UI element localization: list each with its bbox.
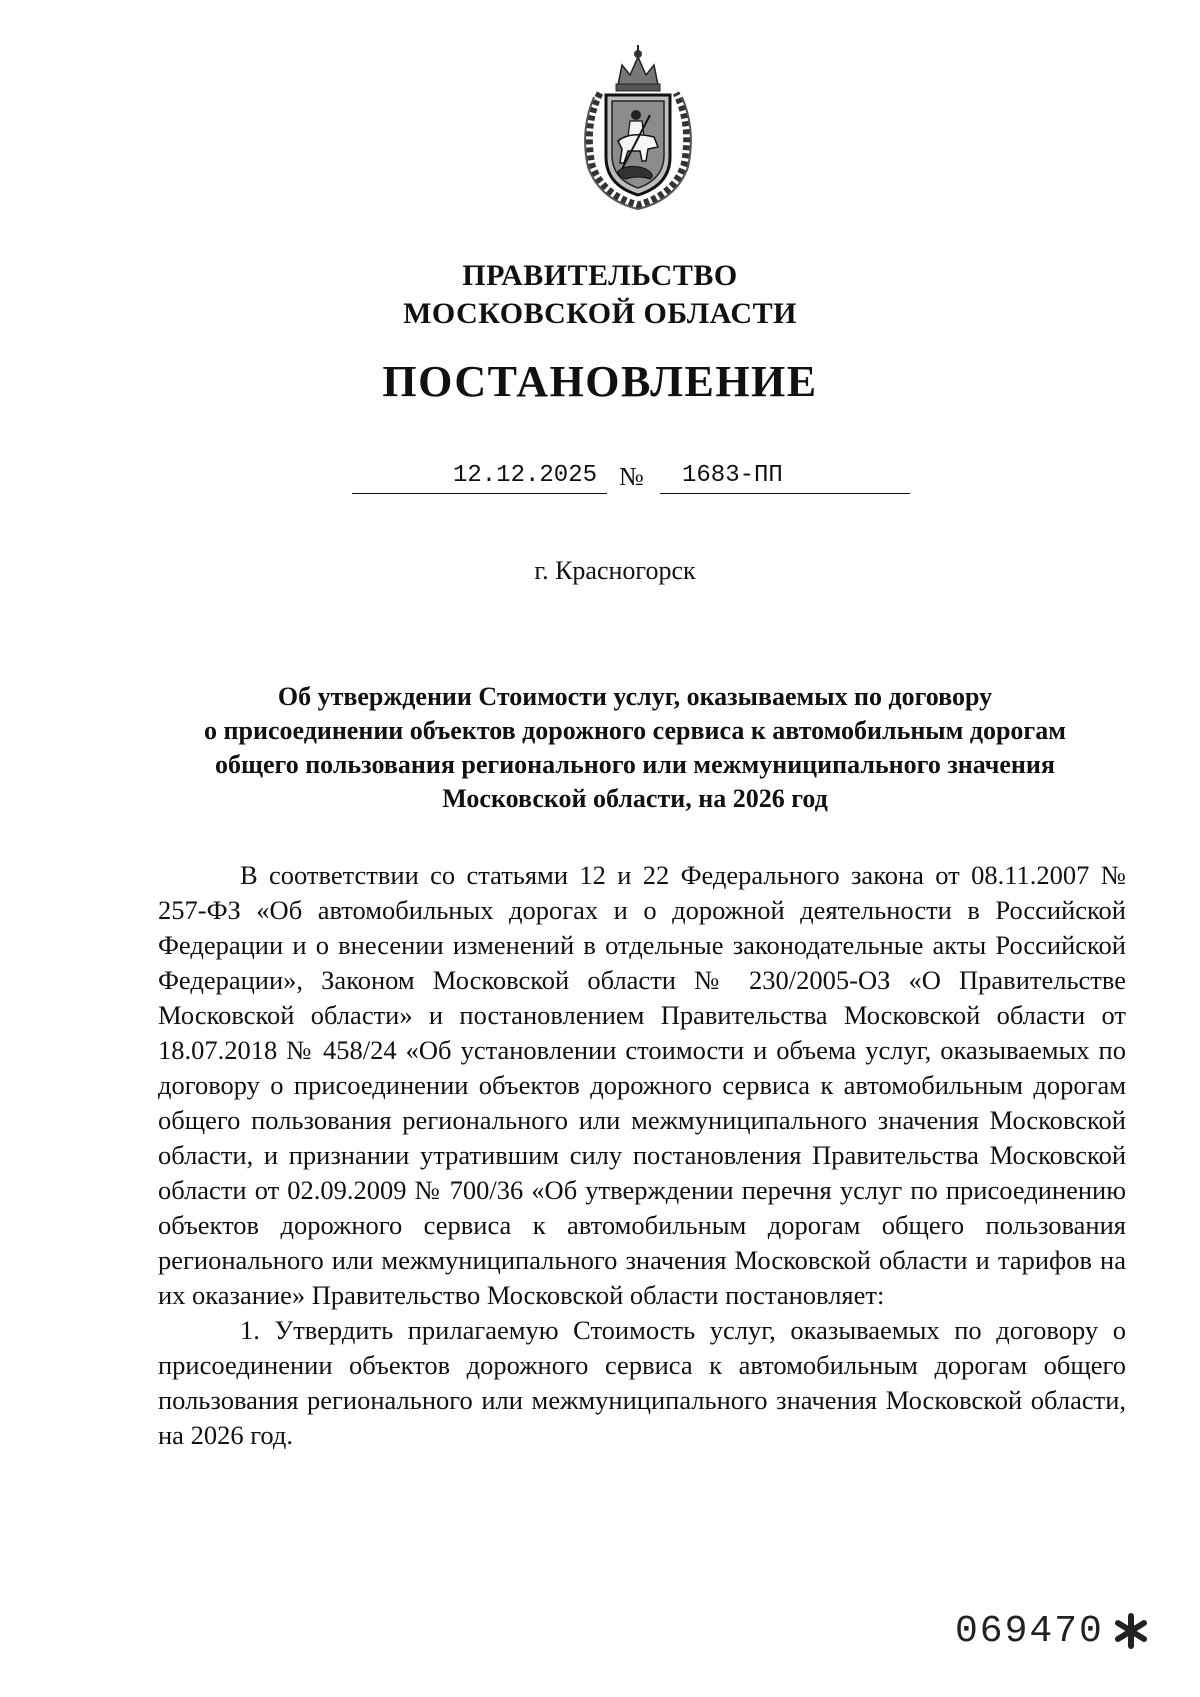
asterisk-icon — [1110, 1610, 1152, 1652]
issuing-city: г. Красногорск — [534, 556, 696, 585]
number-sign: № — [619, 462, 644, 491]
title-line: о присоединении объектов дорожного сервиса к автомобильным дорогам — [204, 716, 1066, 745]
government-name-line2: МОСКОВСКОЙ ОБЛАСТИ — [403, 297, 797, 330]
serial-number: 069470 — [955, 1610, 1104, 1653]
document-title — [150, 680, 1120, 816]
preamble-paragraph: В соответствии со статьями 12 и 22 Федерального закона от 08.11.2007 № 257-ФЗ «Об автомобильных дорогах и о дорожной деятельности в Российской Федерации и о внесении изменений в отдельные законодательные акты Российской Федерации», Законом Московской области № 230/2005-ОЗ «О Правительстве Московской области» и постановлением Правительства Московской области от 18.07.2018 № 458/24 «Об установлении стоимости и объема услуг, оказываемых по договору о присоединении объектов дорожного сервиса к автомобильным дорогам общего пользования регионального или межмуниципального значения Московской области, и признании утратившим силу постановления Правительства Московской области от 02.09.2009 № 700/36 «Об утверждении перечня услуг по присоединению объектов дорожного сервиса к автомобильным дорогам общего пользования регионального или межмуниципального значения Московской области и тарифов на их оказание» Правительство Московской области постановляет: — [158, 860, 1126, 1310]
government-name-line1: ПРАВИТЕЛЬСТВО — [462, 259, 738, 292]
title-line: Об утверждении Стоимости услуг, оказываемых по договору — [277, 682, 993, 711]
coat-of-arms-icon — [570, 45, 706, 210]
document-body — [158, 858, 1126, 1453]
title-line: общего пользования регионального или межмуниципального значения — [215, 750, 1055, 779]
clause-1-paragraph: 1. Утвердить прилагаемую Стоимость услуг, оказываемых по договору о присоединении объектов дорожного сервиса к автомобильным дорогам общего пользования регионального или межмуниципального значения Московской области, на 2026 год. — [158, 1315, 1126, 1450]
document-date: 12.12.2025 — [352, 462, 607, 494]
title-line: Московской области, на 2026 год — [442, 784, 828, 813]
document-type-heading: ПОСТАНОВЛЕНИЕ — [382, 357, 818, 406]
document-number: 1683-ПП — [660, 462, 910, 494]
